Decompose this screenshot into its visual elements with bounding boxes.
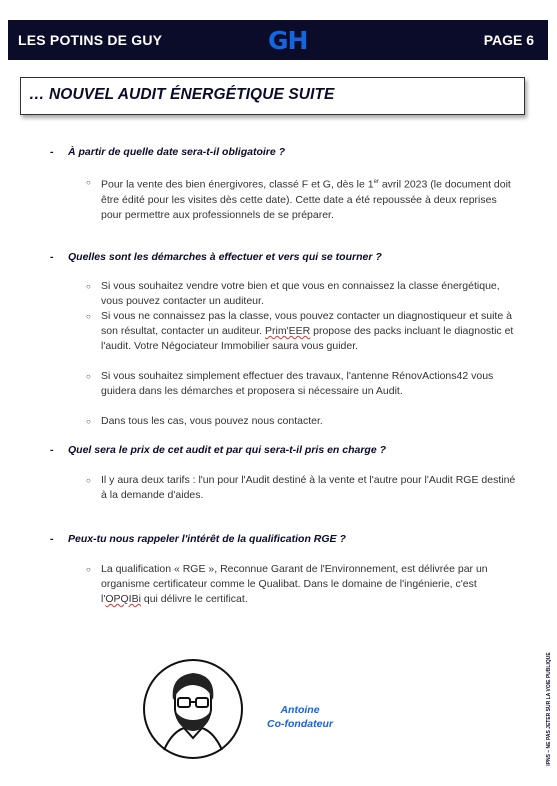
answer-text: Si vous ne connaissez pas la classe, vous pouvez contacter un diagnostiqueur et suite à son résultat, contacter un auditeur. Prim'EER propose des packs incluant le diagnostic et l'audit. Votre Négociateur Immobilier saura vous guider. <box>101 310 514 352</box>
answer-3-1 <box>86 473 516 503</box>
bullet-icon: ○ <box>86 372 91 381</box>
newsletter-title: LES POTINS DE GUY <box>18 32 163 48</box>
spellcheck-flagged-word: Prim'EER <box>265 325 311 337</box>
answer-text: Pour la vente des bien énergivores, classé F et G, dès le 1er avril 2023 (le document doit être édité pour les visites dès cette date). Cette date a été repoussée à deux reprises pour permettre aux professionnels de se préparer. <box>101 178 511 221</box>
answer-text: Dans tous les cas, vous pouvez nous contacter. <box>101 415 323 427</box>
answer-4-1 <box>86 562 516 607</box>
signature-role: Co-fondateur <box>267 718 333 730</box>
bullet-icon: ○ <box>86 417 91 426</box>
bullet-icon: ○ <box>86 178 91 187</box>
question-text: Quel sera le prix de cet audit et par qui sera-t-il pris en charge ? <box>68 444 387 456</box>
answer-text: Si vous souhaitez simplement effectuer des travaux, l'antenne RénovActions42 vous guidera dans les démarches et proposera si nécessaire un Audit. <box>101 370 494 397</box>
answer-text: Il y aura deux tarifs : l'un pour l'Audit destiné à la vente et l'autre pour l'Audit RGE destiné à la demande d'aides. <box>101 474 516 501</box>
signature-name: Antoine <box>280 704 320 716</box>
bullet-icon: ○ <box>86 282 91 291</box>
section-title: … NOUVEL AUDIT ÉNERGÉTIQUE SUITE <box>29 86 335 103</box>
question-2: - Quelles sont les démarches à effectuer et vers qui se tourner ? <box>50 251 382 263</box>
signature-block <box>255 703 345 731</box>
question-text: À partir de quelle date sera-t-il obligatoire ? <box>68 146 286 158</box>
side-notice-text: IPNS – NE PAS JETER SUR LA VOIE PUBLIQUE <box>546 652 552 766</box>
question-1: - À partir de quelle date sera-t-il obligatoire ? <box>50 146 286 158</box>
bullet-icon: ○ <box>86 476 91 485</box>
question-text: Quelles sont les démarches à effectuer et vers qui se tourner ? <box>68 251 382 263</box>
question-3: - Quel sera le prix de cet audit et par qui sera-t-il pris en charge ? <box>50 444 387 456</box>
answer-2-1 <box>86 279 516 309</box>
answer-2-3 <box>86 369 516 399</box>
avatar-portrait-icon <box>142 658 244 760</box>
question-text: Peux-tu nous rappeler l'intérêt de la qualification RGE ? <box>68 533 346 545</box>
header-bar <box>8 20 548 60</box>
answer-text: La qualification « RGE », Reconnue Garant de l'Environnement, est délivrée par un organisme certificateur comme le Qualibat. Dans le domaine de l'ingénierie, c'est l'OPQIBi qui délivre le certificat. <box>101 563 488 605</box>
section-title-box <box>20 77 525 115</box>
bullet-icon: ○ <box>86 565 91 574</box>
answer-2-4 <box>86 414 516 429</box>
page-number: PAGE 6 <box>483 32 534 48</box>
spellcheck-flagged-word: OPQIBi <box>105 593 141 605</box>
answer-text: Si vous souhaitez vendre votre bien et que vous en connaissez la classe énergétique, vous pouvez contacter un auditeur. <box>101 280 500 307</box>
bullet-icon: ○ <box>86 312 91 321</box>
answer-1-1 <box>86 175 516 223</box>
answer-2-2 <box>86 309 516 354</box>
question-4: - Peux-tu nous rappeler l'intérêt de la qualification RGE ? <box>50 533 346 545</box>
side-notice <box>545 640 553 780</box>
gh-logo: GH <box>268 26 308 55</box>
